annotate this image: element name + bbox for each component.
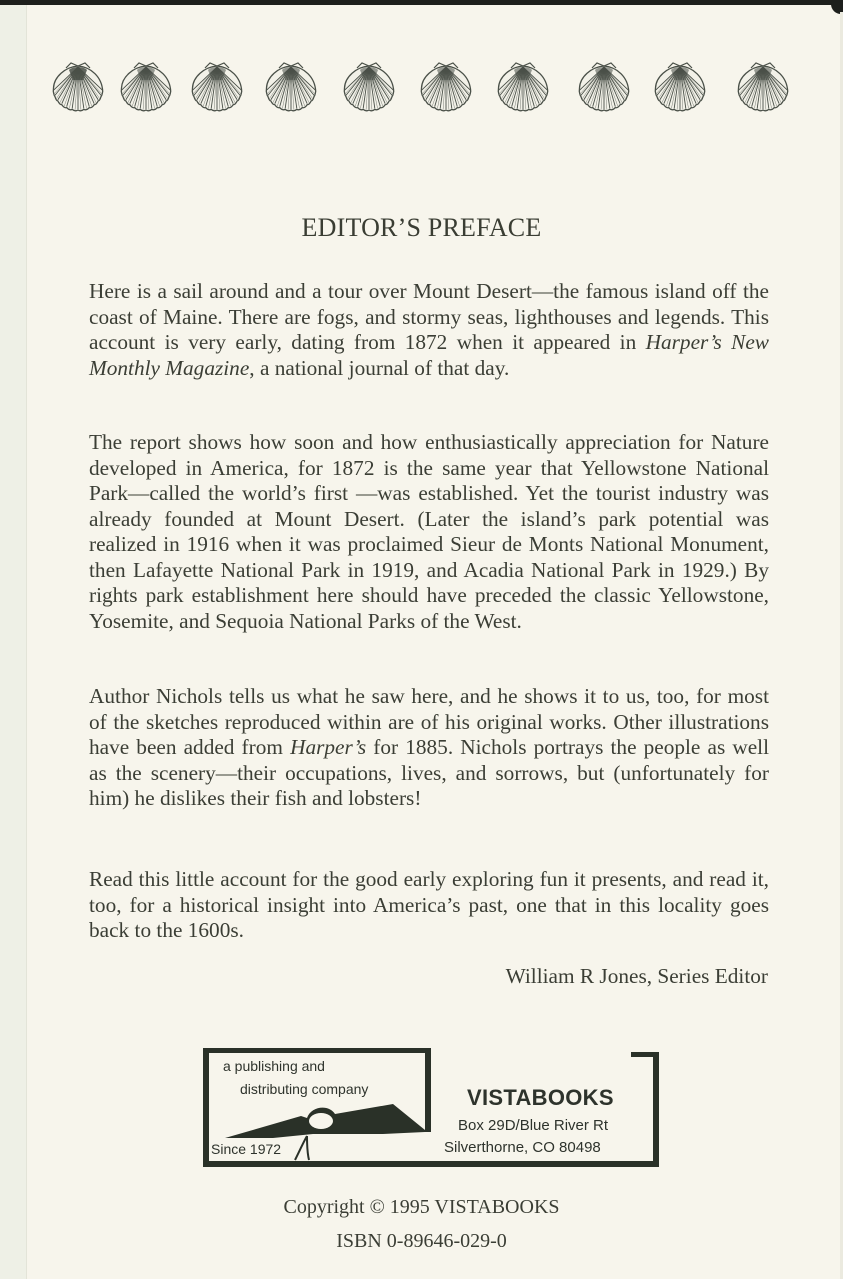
copyright-line: Copyright © 1995 VISTABOOKS	[283, 1196, 560, 1218]
scallop-shell-icon	[188, 58, 246, 116]
logo-tagline-2: distributing company	[240, 1081, 369, 1097]
page-top-edge	[0, 0, 843, 5]
logo-address-1: Box 29D/Blue River Rt	[458, 1117, 609, 1134]
scallop-shell-icon	[262, 58, 320, 116]
page-title: EDITOR’S PREFACE	[301, 213, 542, 242]
paragraph-text: , a national journal of that day.	[249, 355, 510, 380]
logo-brand: VISTABOOKS	[467, 1085, 614, 1110]
paragraph-text: Read this little account for the good early exploring fun it presents, and read it, too, for a historical insight into America’s past, one that in this locality goes back to the 1600s.	[89, 867, 769, 942]
logo-frame-right	[653, 1052, 659, 1167]
scallop-shell-icon	[575, 58, 633, 116]
scallop-shell-icon	[734, 58, 792, 116]
publisher-logo	[203, 1048, 659, 1167]
scallop-shell-icon	[340, 58, 398, 116]
scallop-shell-icon	[494, 58, 552, 116]
paragraph-1	[89, 279, 769, 381]
logo-since: Since 1972	[211, 1141, 282, 1157]
editor-signature: William R Jones, Series Editor	[505, 964, 768, 988]
paragraph-text: Author Nichols tells us what he saw here, and he shows it to us, too, for most of the sketches reproduced within are of his original works. Other illustrations have been added from	[89, 684, 769, 759]
paragraph-text: The report shows how soon and how enthusiastically appreciation for Nature developed in America, for 1872 is the same year that Yellowstone National Park—called the world’s first —was established. Yet the tourist industry was already founded at Mount Desert. (Later the island’s park potential was realized in 1916 when it was proclaimed Sieur de Monts National Monument, then Lafayette National Park in 1919, and Acadia National Park in 1929.) By rights park establishment here should have preceded the classic Yellowstone, Yosemite, and Sequoia National Parks of the West.	[89, 430, 769, 633]
paragraph-3	[89, 684, 769, 812]
isbn-line: ISBN 0-89646-029-0	[336, 1230, 507, 1252]
logo-frame-hook	[631, 1052, 659, 1057]
logo-tagline-1: a publishing and	[223, 1058, 325, 1074]
binding-gutter	[0, 5, 27, 1279]
logo-address-2: Silverthorne, CO 80498	[444, 1139, 601, 1156]
scallop-shell-icon	[49, 58, 107, 116]
paragraph-text: Here is a sail around and a tour over Mount Desert—the famous island off the coast of Maine. There are fogs, and stormy seas, lighthouses and legends. This account is very early, dating from 1872 when it appeared in	[89, 279, 769, 354]
scallop-shell-icon	[651, 58, 709, 116]
italic-title-text: Harper’s New Monthly Magazine	[89, 330, 769, 380]
scallop-shell-icon	[417, 58, 475, 116]
scallop-shell-icon	[117, 58, 175, 116]
scallop-shell-border	[0, 58, 843, 120]
paragraph-2	[89, 430, 769, 634]
paragraph-text: for 1885. Nichols portrays the people as well as the scenery—their occupations, lives, and sorrows, but (unfortunately for him) he dislikes their fish and lobsters!	[89, 735, 769, 810]
italic-title-text: Harper’s	[290, 735, 367, 759]
paragraph-4	[89, 867, 769, 944]
